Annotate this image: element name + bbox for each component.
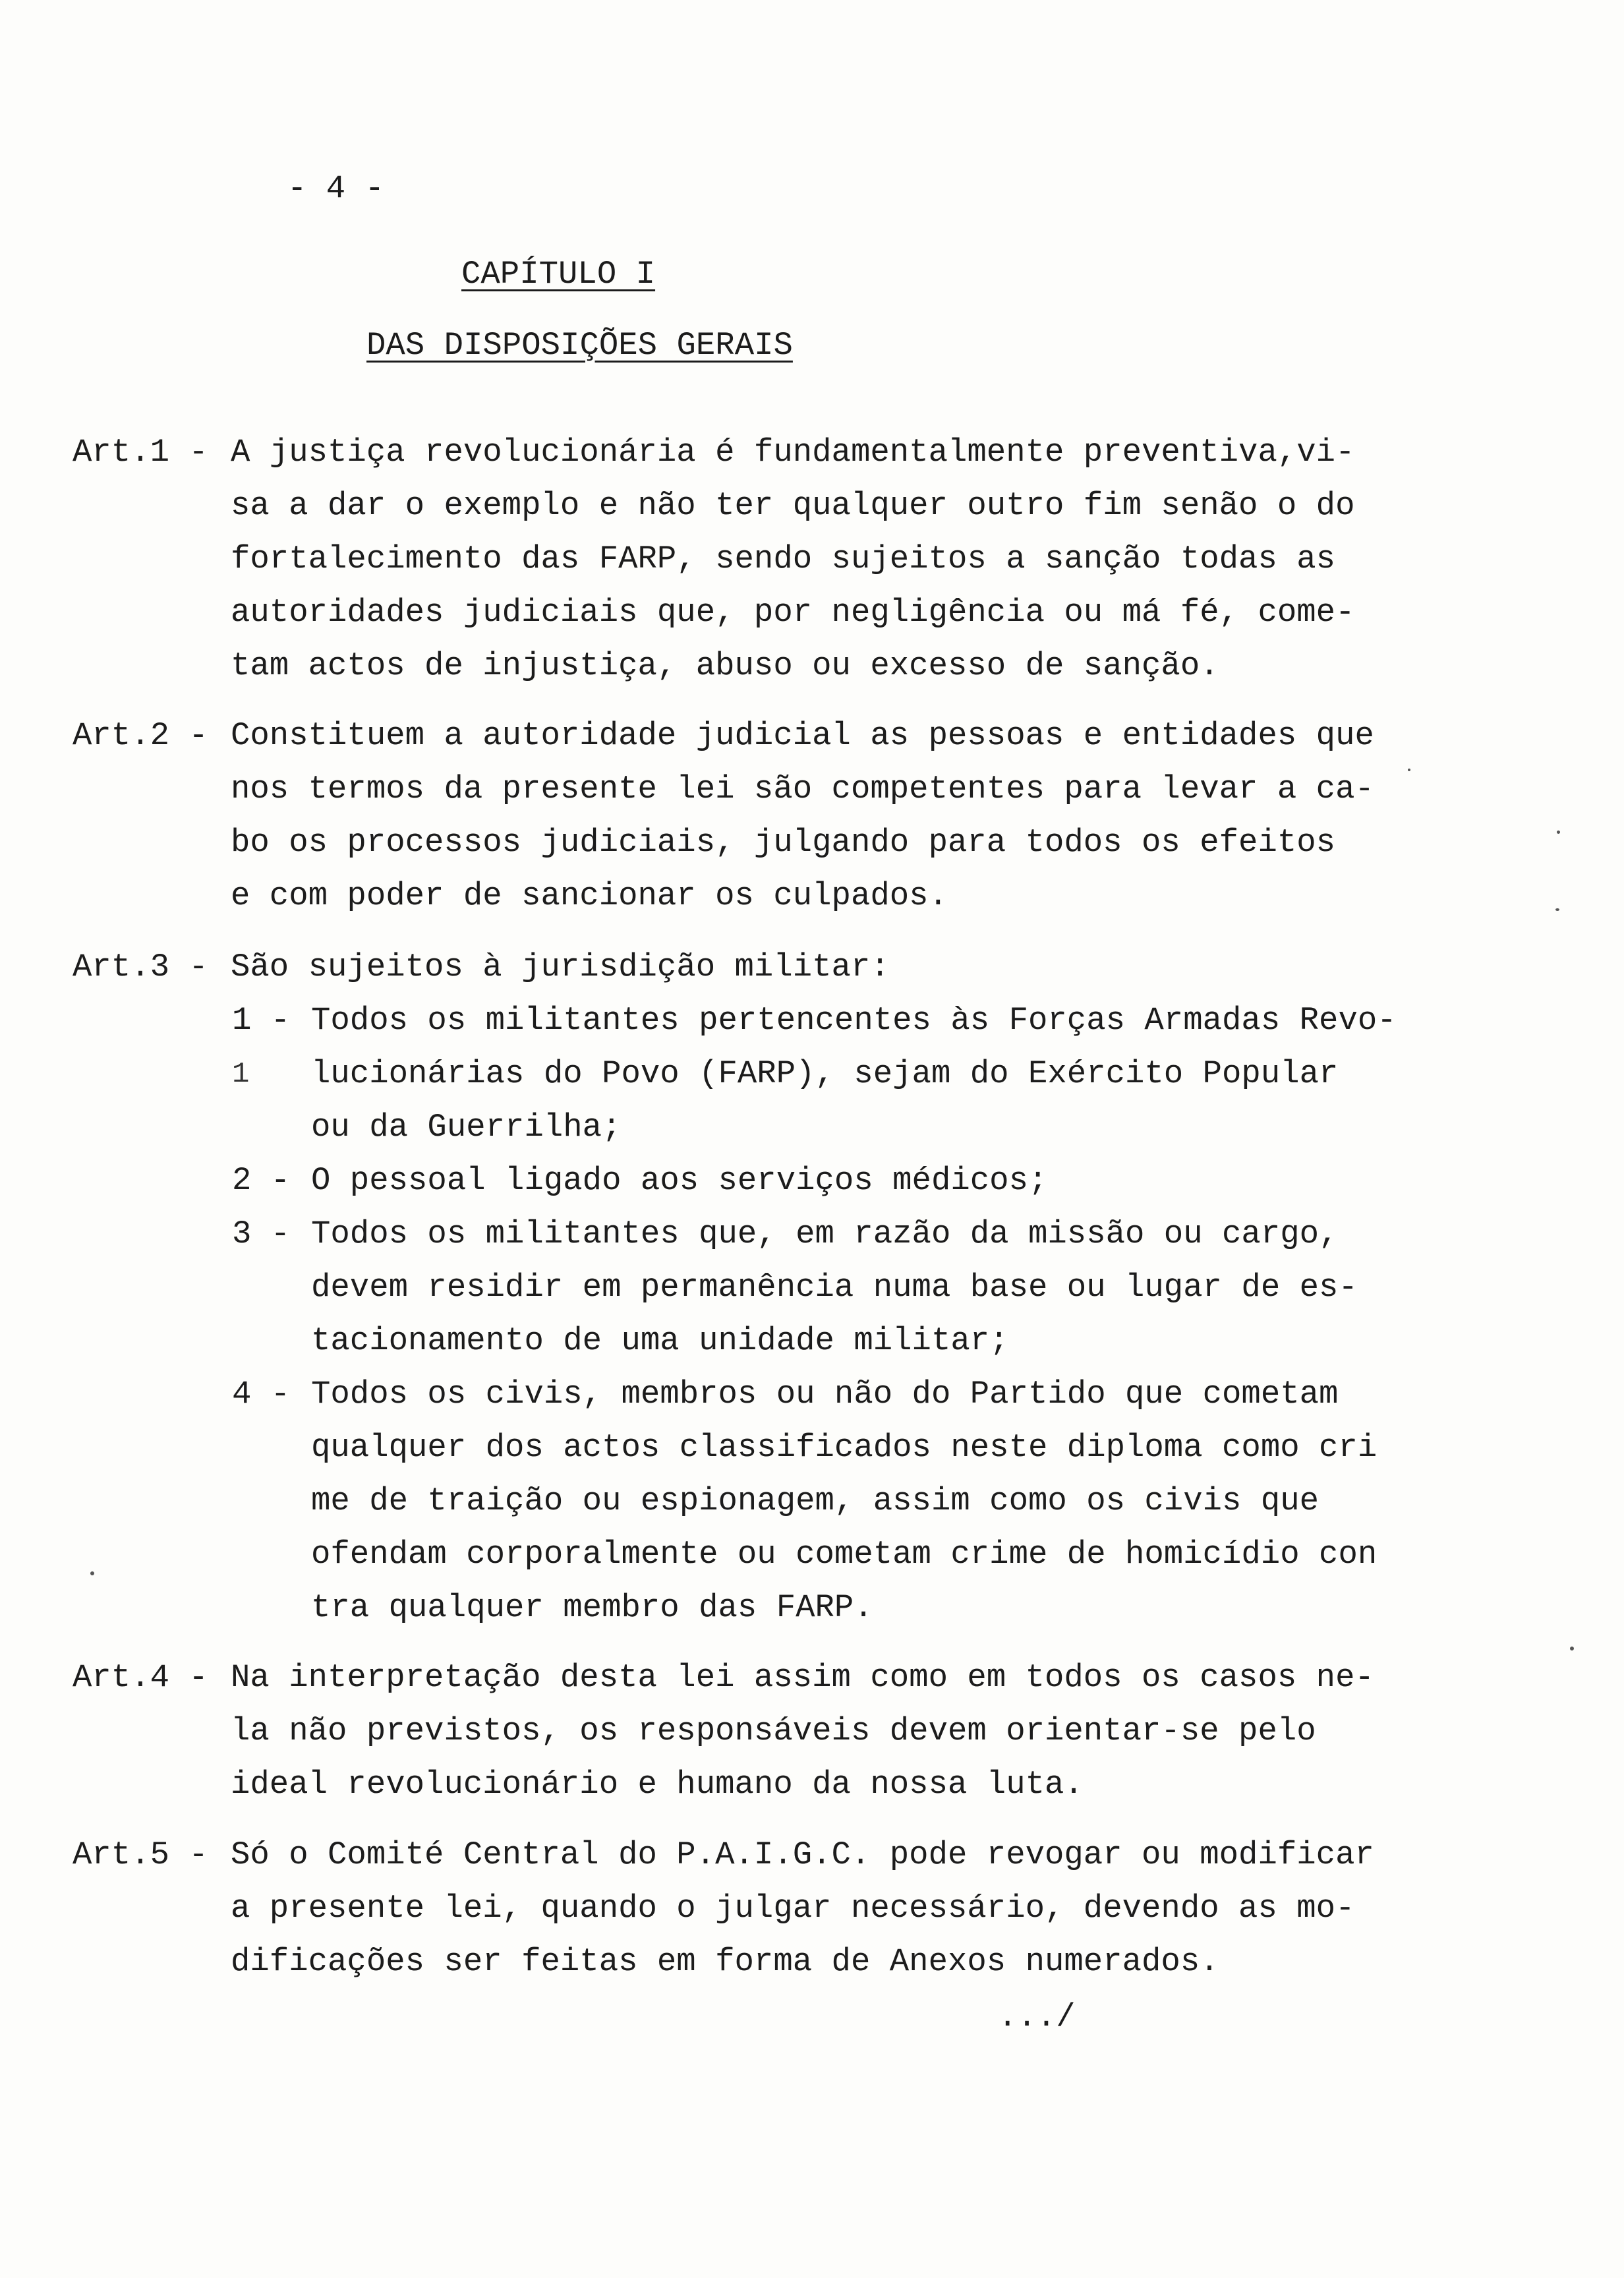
article-1-line: sa a dar o exemplo e não ter qualquer outro fim senão o do: [231, 487, 1355, 524]
article-5-label: Art.5 -: [72, 1836, 208, 1873]
item-2-number: 2 -: [232, 1162, 291, 1199]
margin-mark: 1: [232, 1058, 250, 1091]
item-4-number: 4 -: [232, 1376, 291, 1413]
article-5-line: Só o Comité Central do P.A.I.G.C. pode revogar ou modificar: [231, 1836, 1374, 1873]
continuation-mark: .../: [998, 1999, 1076, 2035]
article-2-line: bo os processos judiciais, julgando para todos os efeitos: [231, 824, 1336, 861]
scan-speck: [90, 1571, 94, 1575]
item-3-line: devem residir em permanência numa base ou lugar de es-: [311, 1269, 1358, 1306]
article-3-intro: São sujeitos à jurisdição militar:: [231, 949, 890, 985]
article-3-label: Art.3 -: [72, 949, 208, 985]
item-4-line: Todos os civis, membros ou não do Partido que cometam: [311, 1376, 1339, 1413]
item-3-number: 3 -: [232, 1215, 291, 1252]
item-2-line: O pessoal ligado aos serviços médicos;: [311, 1162, 1048, 1199]
article-1-label: Art.1 -: [72, 434, 208, 471]
item-1-line: ou da Guerrilha;: [311, 1109, 622, 1146]
item-3-line: tacionamento de uma unidade militar;: [311, 1322, 1009, 1359]
scan-speck: [1555, 908, 1559, 911]
chapter-title: CAPÍTULO I: [461, 256, 656, 293]
article-2-line: e com poder de sancionar os culpados.: [231, 877, 948, 914]
article-5-line: dificações ser feitas em forma de Anexos numerados.: [231, 1943, 1219, 1980]
article-1-line: fortalecimento das FARP, sendo sujeitos a sanção todas as: [231, 540, 1336, 577]
item-4-line: tra qualquer membro das FARP.: [311, 1589, 873, 1626]
article-2-line: Constituem a autoridade judicial as pessoas e entidades que: [231, 717, 1374, 754]
scan-speck: [1570, 1647, 1574, 1650]
item-4-line: ofendam corporalmente ou cometam crime de homicídio con: [311, 1536, 1378, 1573]
article-4-label: Art.4 -: [72, 1659, 208, 1696]
article-4-line: la não previstos, os responsáveis devem orientar-se pelo: [231, 1712, 1316, 1749]
item-1-line: Todos os militantes pertencentes às Forças Armadas Revo-: [311, 1002, 1397, 1039]
article-4-line: ideal revolucionário e humano da nossa luta.: [231, 1766, 1084, 1803]
scan-speck: [1408, 769, 1410, 771]
item-4-line: me de traição ou espionagem, assim como os civis que: [311, 1482, 1320, 1519]
item-3-line: Todos os militantes que, em razão da missão ou cargo,: [311, 1215, 1339, 1252]
article-2-line: nos termos da presente lei são competentes para levar a ca-: [231, 771, 1374, 807]
item-1-line: lucionárias do Povo (FARP), sejam do Exército Popular: [311, 1055, 1339, 1092]
article-1-line: A justiça revolucionária é fundamentalmente preventiva,vi-: [231, 434, 1355, 471]
page-number: - 4 -: [287, 170, 385, 207]
article-1-line: tam actos de injustiça, abuso ou excesso de sanção.: [231, 647, 1219, 684]
item-4-line: qualquer dos actos classificados neste diploma como cri: [311, 1429, 1378, 1466]
scan-speck: [1557, 831, 1560, 834]
item-1-number: 1 -: [232, 1002, 291, 1039]
article-1-line: autoridades judiciais que, por negligência ou má fé, come-: [231, 594, 1355, 631]
article-4-line: Na interpretação desta lei assim como em todos os casos ne-: [231, 1659, 1374, 1696]
article-2-label: Art.2 -: [72, 717, 208, 754]
chapter-subtitle: DAS DISPOSIÇÕES GERAIS: [366, 327, 793, 364]
article-5-line: a presente lei, quando o julgar necessário, devendo as mo-: [231, 1890, 1355, 1927]
